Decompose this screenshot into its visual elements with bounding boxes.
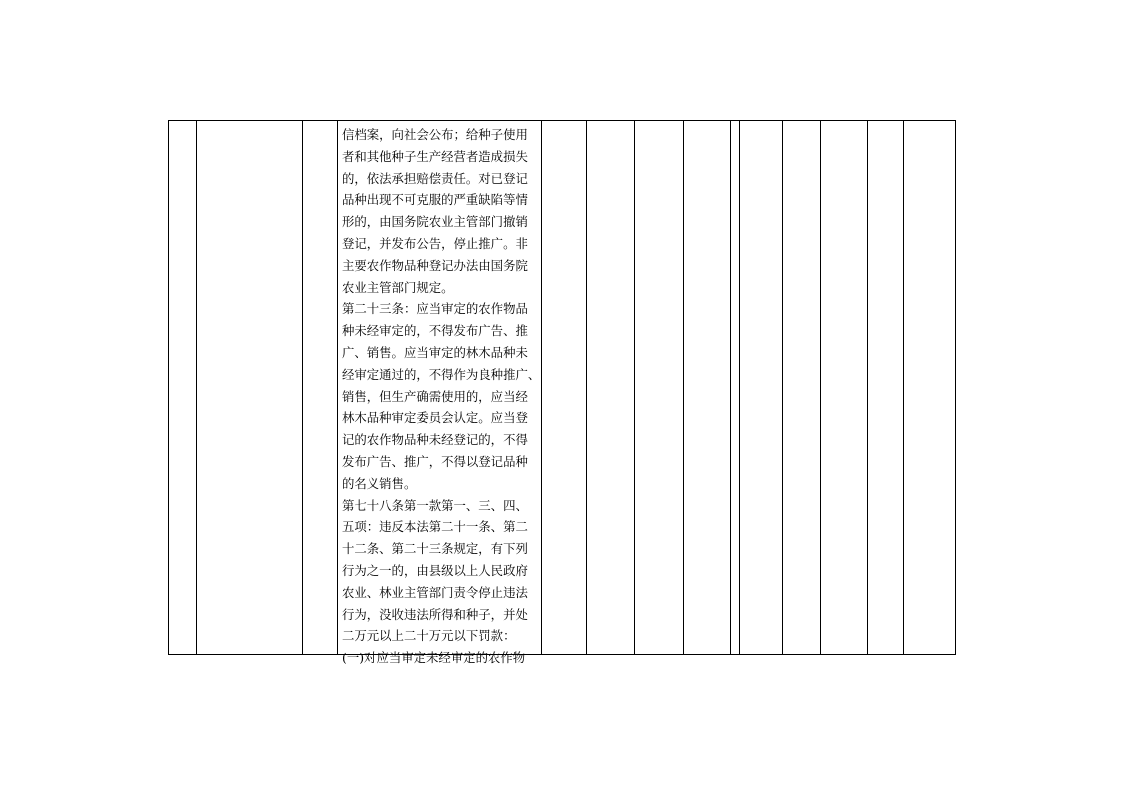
legal-text-line: 二万元以上二十万元以下罚款： bbox=[342, 628, 516, 644]
table-cell-sub bbox=[303, 121, 338, 655]
regulation-table bbox=[168, 120, 956, 666]
table-cell-empty bbox=[821, 121, 868, 655]
legal-text-line: 的，依法承担赔偿责任。对已登记 bbox=[342, 170, 528, 186]
legal-text-line: 十二条、第二十三条规定，有下列 bbox=[342, 541, 528, 557]
table-cell-empty bbox=[740, 121, 783, 655]
legal-text-line: 行为，没收违法所得和种子，并处 bbox=[342, 606, 528, 622]
legal-text-line: 形的，由国务院农业主管部门撤销 bbox=[342, 214, 528, 230]
legal-text-line: 发布广告、推广，不得以登记品种 bbox=[342, 453, 528, 469]
table-cell-empty bbox=[635, 121, 684, 655]
legal-text-line: 农业、林业主管部门责令停止违法 bbox=[342, 584, 528, 600]
legal-text-line: 记的农作物品种未经登记的，不得 bbox=[342, 432, 528, 448]
table-cell-empty bbox=[783, 121, 821, 655]
legal-text-line: 销售，但生产确需使用的，应当经 bbox=[342, 388, 528, 404]
legal-text-line: 经审定通过的，不得作为良种推广、 bbox=[342, 366, 541, 382]
legal-text-line: 登记，并发布公告，停止推广。非 bbox=[342, 235, 528, 251]
legal-text-line: 品种出现不可克服的严重缺陷等情 bbox=[342, 192, 528, 208]
table-row bbox=[169, 121, 956, 655]
table-cell-item-name bbox=[197, 121, 303, 655]
legal-text-line: 主要农作物品种登记办法由国务院 bbox=[342, 257, 528, 273]
legal-text-line: 行为之一的，由县级以上人民政府 bbox=[342, 562, 528, 578]
legal-text-line: 第七十八条第一款第一、三、四、 bbox=[342, 497, 528, 513]
legal-text-line: (一)对应当审定未经审定的农作物 bbox=[342, 650, 526, 666]
table-cell-empty bbox=[684, 121, 731, 655]
table-cell-legal-basis bbox=[338, 121, 542, 666]
table-cell-empty bbox=[542, 121, 587, 655]
legal-text-line: 农业主管部门规定。 bbox=[342, 279, 454, 295]
table-cell-empty bbox=[904, 121, 956, 655]
legal-text-line: 的名义销售。 bbox=[342, 475, 417, 491]
legal-text-line: 广、销售。应当审定的林木品种未 bbox=[342, 344, 528, 360]
table-cell-empty bbox=[731, 121, 740, 655]
legal-basis-text bbox=[338, 121, 541, 666]
legal-text-line: 林木品种审定委员会认定。应当登 bbox=[342, 410, 528, 426]
table-cell-index bbox=[169, 121, 197, 655]
legal-text-line: 者和其他种子生产经营者造成损失 bbox=[342, 148, 528, 164]
legal-text-line: 第二十三条：应当审定的农作物品 bbox=[342, 301, 528, 317]
legal-text-line: 种未经审定的，不得发布广告、推 bbox=[342, 323, 528, 339]
legal-text-line: 五项：违反本法第二十一条、第二 bbox=[342, 519, 528, 535]
table-cell-empty bbox=[868, 121, 904, 655]
legal-text-line: 信档案，向社会公布；给种子使用 bbox=[342, 127, 528, 142]
table-cell-empty bbox=[587, 121, 635, 655]
